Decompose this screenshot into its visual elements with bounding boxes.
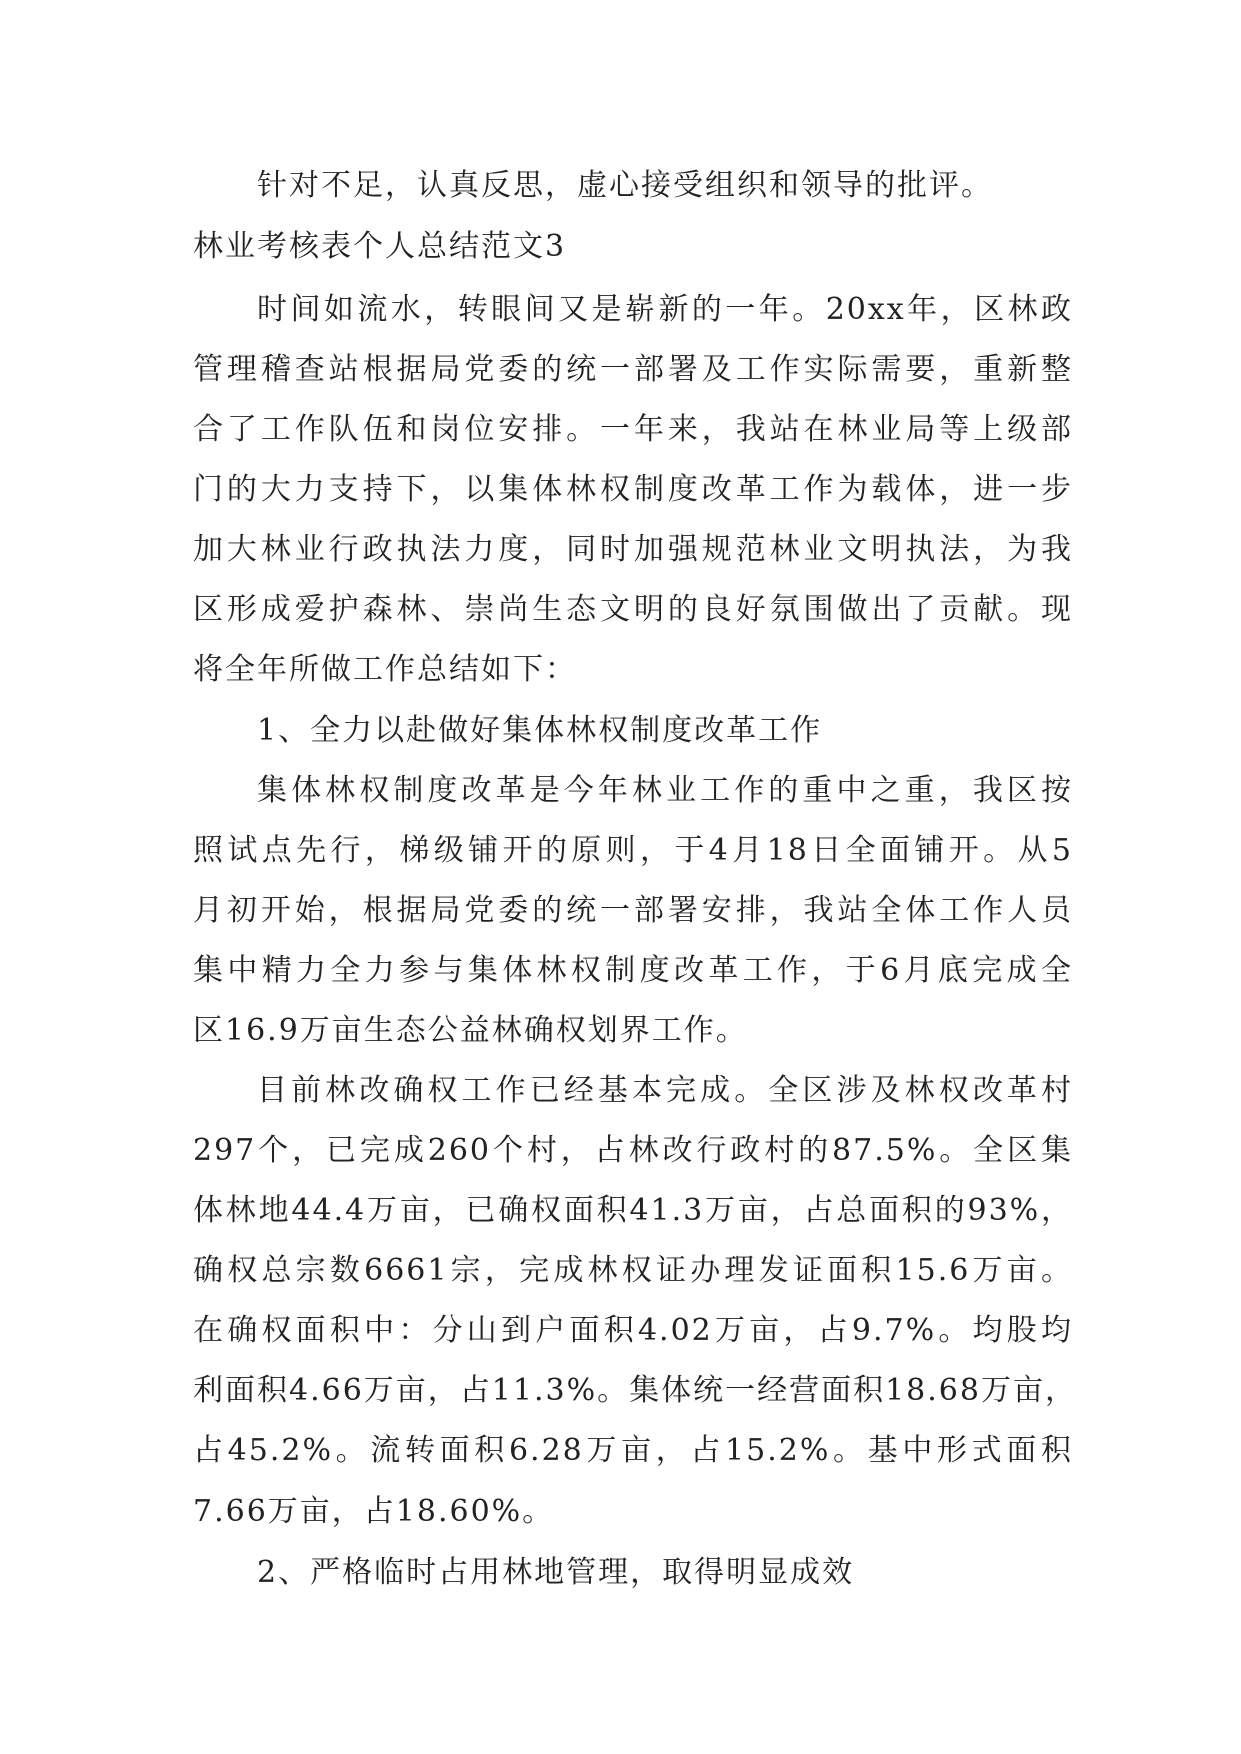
paragraph-line: 确权总宗数6661宗，完成林权证办理发证面积15.6万亩。 bbox=[193, 1253, 1073, 1288]
paragraph-line: 时间如流水，转眼间又是崭新的一年。20xx年，区林政 bbox=[257, 292, 1073, 327]
paragraph-line: 占45.2%。流转面积6.28万亩，占15.2%。基中形式面积 bbox=[193, 1433, 1073, 1468]
paragraph-line: 照试点先行，梯级铺开的原则，于4月18日全面铺开。从5 bbox=[193, 833, 1073, 868]
paragraph-line: 针对不足，认真反思，虚心接受组织和领导的批评。 bbox=[257, 168, 993, 203]
paragraph-line: 区16.9万亩生态公益林确权划界工作。 bbox=[193, 1013, 748, 1048]
paragraph-line: 体林地44.4万亩，已确权面积41.3万亩，占总面积的93%， bbox=[193, 1193, 1073, 1228]
paragraph-line: 合了工作队伍和岗位安排。一年来，我站在林业局等上级部 bbox=[193, 412, 1073, 447]
paragraph-line: 区形成爱护森林、崇尚生态文明的良好氛围做出了贡献。现 bbox=[193, 592, 1073, 627]
paragraph-line: 管理稽查站根据局党委的统一部署及工作实际需要，重新整 bbox=[193, 352, 1073, 387]
paragraph-line: 门的大力支持下，以集体林权制度改革工作为载体，进一步 bbox=[193, 472, 1073, 507]
paragraph-line: 加大林业行政执法力度，同时加强规范林业文明执法，为我 bbox=[193, 532, 1073, 567]
section-title: 林业考核表个人总结范文3 bbox=[193, 229, 567, 264]
section-heading: 1、全力以赴做好集体林权制度改革工作 bbox=[257, 713, 823, 748]
section-heading: 2、严格临时占用林地管理，取得明显成效 bbox=[257, 1555, 855, 1590]
paragraph-line: 目前林改确权工作已经基本完成。全区涉及林权改革村 bbox=[257, 1073, 1073, 1108]
paragraph-line: 利面积4.66万亩，占11.3%。集体统一经营面积18.68万亩， bbox=[193, 1373, 1077, 1408]
paragraph-line: 月初开始，根据局党委的统一部署安排，我站全体工作人员 bbox=[193, 893, 1073, 928]
paragraph-line: 将全年所做工作总结如下： bbox=[193, 652, 577, 687]
paragraph-line: 集中精力全力参与集体林权制度改革工作，于6月底完成全 bbox=[193, 953, 1073, 988]
paragraph-line: 在确权面积中：分山到户面积4.02万亩，占9.7%。均股均 bbox=[193, 1313, 1073, 1348]
paragraph-line: 集体林权制度改革是今年林业工作的重中之重，我区按 bbox=[257, 773, 1073, 808]
paragraph-line: 297个，已完成260个村，占林改行政村的87.5%。全区集 bbox=[193, 1133, 1073, 1168]
paragraph-line: 7.66万亩，占18.60%。 bbox=[193, 1494, 555, 1529]
